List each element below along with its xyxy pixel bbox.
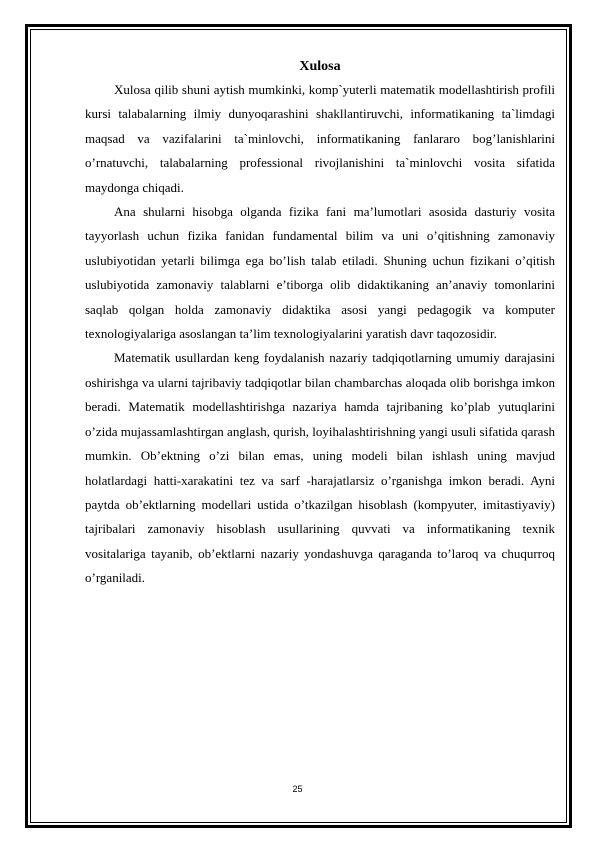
page-number: 25 [292, 784, 303, 794]
paragraph-1: Xulosa qilib shuni aytish mumkinki, komp`yuterli matematik modellashtirish profili kursi talabalarning ilmiy dunyoqarashini shakllantiruvchi, informatikaning ta`limdagi maqsad va vazifalarini ta`minlovchi, informatikaning fanlararo bog’lanishlarini o’rnatuvchi, talabalarning professional rivojlanishini ta`minlovchi vosita sifatida maydonga chiqadi. [85, 82, 555, 195]
document-body [85, 56, 555, 591]
paragraph-3: Matematik usullardan keng foydalanish nazariy tadqiqotlarning umumiy darajasini oshirishga va ularni tajribaviy tadqiqotlar bilan chambarchas aloqada olib borishga imkon beradi. Matematik modellashtirishga nazariya hamda tajribaning ko’plab yutuqlarini o’zida mujassamlashtirgan anglash, qurish, loyihalashtirishning yangi usuli sifatida qarash mumkin. Ob’ektning o’zi bilan emas, uning modeli bilan ishlash uning mavjud holatlardagi hatti-xarakatini tez va sarf -harajatlarsiz o’rganishga imkon beradi. Ayni paytda ob’ektlarning modellari ustida o’tkazilgan hisoblash (kompyuter, imitastiyaviy) tajribalari zamonaviy hisoblash usullarining quvvati va informatikaning texnik vositalariga tayanib, ob’ektlarni nazariy yondashuvga qaraganda to’laroq va chuqurroq o’rganiladi. [85, 350, 555, 586]
page-title: Xulosa [299, 59, 341, 74]
paragraph-2: Ana shularni hisobga olganda fizika fani ma’lumotlari asosida dasturiy vosita tayyorlash uchun fizika fanidan fundamental bilim va uni o’qitishning zamonaviy uslubiyotidan yetarli bilimga ega bo’lish talab etiladi. Shuning uchun fizikani o’qitish uslubiyotida zamonaviy talablarni e’tiborga olib didaktikaning an’anaviy tomonlarini saqlab qolgan holda zamonaviy didaktika asosi yangi pedagogik va komputer texnologiyalariga asoslangan ta’lim texnologiyalarini yaratish davr taqozosidir. [85, 204, 555, 342]
